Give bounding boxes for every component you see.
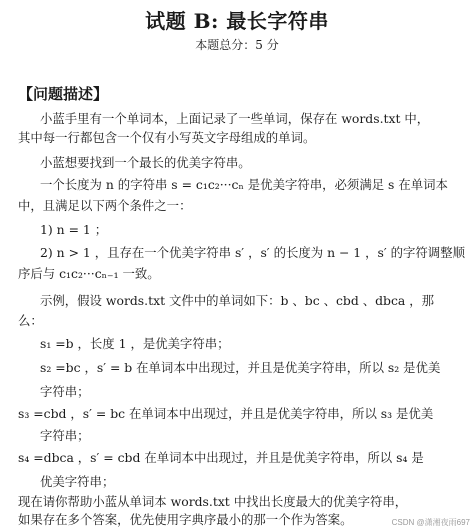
description-line: s₂ =bc ，s′ = b 在单词本中出现过，并且是优美字符串，所以 s₂ 是优美 [40,360,441,375]
description-line: 字符串； [40,428,90,443]
description-line: 1) n = 1 ； [40,222,108,237]
description-line: s₁ =b ，长度 1 ，是优美字符串； [40,336,230,351]
description-line: s₄ =dbca ，s′ = cbd 在单词本中出现过，并且是优美字符串，所以 s₄ 是 [18,450,424,465]
description-line: 一个长度为 n 的字符串 s = c₁c₂···cₙ 是优美字符串，必须满足 s 在单词本 [40,177,448,192]
description-line: s₃ =cbd ，s′ = bc 在单词本中出现过，并且是优美字符串，所以 s₃ 是优美 [18,406,434,421]
description-line: 序后与 c₁c₂···cₙ₋₁ 一致。 [18,266,160,281]
problem-title: 试题 B: 最长字符串 [145,9,329,33]
total-score: 本题总分：5 分 [195,38,279,52]
watermark: CSDN @潇湘夜雨697 [391,518,470,527]
description-line: 中，且满足以下两个条件之一： [18,198,192,213]
description-line: 2) n > 1 ，且存在一个优美字符串 s′ ，s′ 的长度为 n − 1 ，s′ 的字符调整顺 [40,245,465,260]
description-line: 小蓝手里有一个单词本，上面记录了一些单词，保存在 words.txt 中， [40,111,430,126]
section-heading: 【问题描述】 [18,85,109,103]
description-line: 其中每一行都包含一个仅有小写英文字母组成的单词。 [18,130,316,145]
description-line: 优美字符串； [40,474,115,489]
description-line: 示例，假设 words.txt 文件中的单词如下：b 、bc 、cbd 、dbca ，那 [40,293,435,308]
description-line: 如果存在多个答案，优先使用字典序最小的那一个作为答案。 [18,512,353,527]
description-line: 现在请你帮助小蓝从单词本 words.txt 中找出长度最大的优美字符串， [18,494,408,509]
description-line: 字符串； [40,384,90,399]
description-line: 么： [18,313,43,328]
description-line: 小蓝想要找到一个最长的优美字符串。 [40,155,251,170]
